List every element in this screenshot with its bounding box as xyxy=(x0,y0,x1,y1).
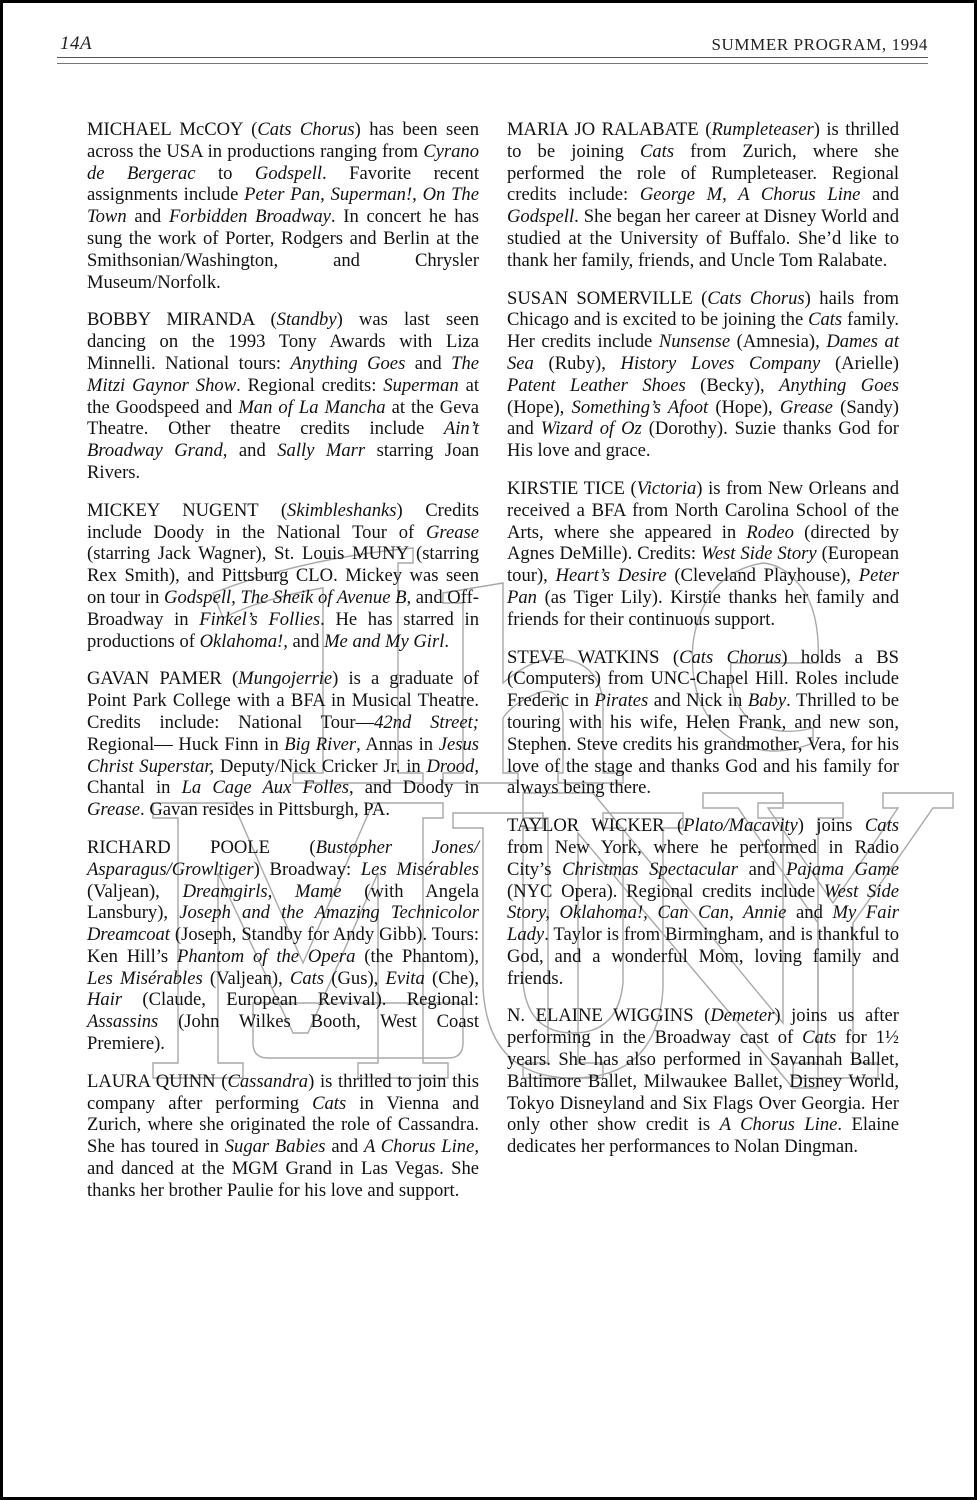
bio-text: ) holds a BS (Computers) from UNC-Chapel Hill. Roles include Frederic in xyxy=(507,646,899,712)
bio-text: and xyxy=(287,630,325,652)
bio-text: BOBBY MIRANDA ( xyxy=(87,309,277,331)
bio-italic-title: Cassandra xyxy=(227,1070,309,1092)
bio-italic-title: Patent Leather Shoes xyxy=(507,374,686,396)
bio-italic-title: Heart’s Desire xyxy=(555,565,667,587)
bio-italic-title: Jesus Christ Superstar, xyxy=(87,733,480,777)
bio-text: ) Credits include Doody in the National Tour of xyxy=(87,499,479,543)
bio-text: . Elaine dedicates her performances to Nolan Dingman. xyxy=(507,1114,899,1158)
bio-column-left xyxy=(87,119,479,1218)
bio-italic-title: Skimbleshanks xyxy=(287,499,397,521)
cast-bio xyxy=(87,119,479,293)
bio-text: SUSAN SOMERVILLE ( xyxy=(507,287,708,309)
bio-italic-title: Grease xyxy=(87,799,141,821)
bio-text: (starring Jack Wagner), St. Louis MUNY (starring Rex Smith), and Pittsburg CLO. Mickey was seen on tour in xyxy=(87,543,479,608)
cast-bio xyxy=(507,647,899,800)
bio-italic-title: Baby xyxy=(747,690,787,712)
bio-italic-title: Rodeo xyxy=(746,521,794,543)
bio-text: . Gavan resides in Pittsburgh, PA. xyxy=(140,799,391,821)
bio-text: and xyxy=(325,1136,364,1158)
bio-text: in Vienna and Zurich, where she originated the role of Cassandra. She has toured in xyxy=(87,1092,479,1158)
bio-text: family. Her credits include xyxy=(507,309,899,353)
bio-text: (Arielle) xyxy=(820,352,899,374)
bio-text: (Dorothy). Suzie thanks God for His love and grace. xyxy=(507,418,899,462)
bio-text: (NYC Opera). Regional credits include xyxy=(507,880,824,902)
bio-text: TAYLOR WICKER ( xyxy=(507,815,684,837)
bio-text: (directed by Agnes DeMille). Credits: xyxy=(507,521,899,565)
bio-italic-title: West Side Story, Oklahoma!, Can Can, Annie xyxy=(507,880,899,924)
cast-bio xyxy=(87,309,479,483)
cast-bio xyxy=(507,815,899,989)
cast-bio xyxy=(507,478,899,631)
bio-italic-title: George M, A Chorus Line xyxy=(639,184,861,206)
bio-italic-title: Something’s Afoot xyxy=(571,396,709,418)
bio-text: ) is thrilled to join this company after performing xyxy=(87,1070,479,1114)
bio-text: ) joins us after performing in the Broadway cast of xyxy=(507,1005,900,1049)
header-rule-top xyxy=(57,57,928,58)
bio-text: . In concert he has sung the work of Porter, Rodgers and Berlin at the Smithsonian/Washington, and Chrysler Museum/Norfolk. xyxy=(87,206,479,293)
bio-text: MICKEY NUGENT ( xyxy=(87,499,288,521)
bio-text: (Hope), xyxy=(708,396,780,418)
bio-italic-title: Cyrano de Bergerac xyxy=(87,140,479,184)
bio-text: . Favorite recent assignments include xyxy=(87,162,479,206)
bio-italic-title: Anything Goes xyxy=(290,352,406,374)
bio-text: MARIA JO RALABATE ( xyxy=(507,119,712,140)
bio-italic-title: West Side Story xyxy=(701,543,817,565)
bio-italic-title: Ain’t Broadway Grand xyxy=(87,418,479,462)
bio-text: , Chantal in xyxy=(87,755,479,799)
bio-text: (Amnesia), xyxy=(730,331,827,353)
bio-italic-title: Dreamgirls, Mame xyxy=(182,880,342,902)
bio-italic-title: Les Misérables xyxy=(360,858,479,880)
bio-text: (Cleveland Playhouse), xyxy=(666,565,859,587)
bio-text: , and xyxy=(222,440,278,462)
bio-text: ) has been seen across the USA in productions ranging from xyxy=(87,119,479,162)
bio-italic-title: Finkel’s Follies xyxy=(199,608,321,630)
bio-italic-title: A Chorus Line, xyxy=(363,1136,479,1158)
bio-text: ) hails from Chicago and is excited to be joining the xyxy=(507,287,900,331)
bio-italic-title: Cats Chorus xyxy=(257,119,355,140)
bio-text: GAVAN PAMER ( xyxy=(87,668,239,690)
bio-text: (Joseph, Standby for Andy Gibb). Tours: Ken Hill’s xyxy=(87,924,479,967)
page-number: 14A xyxy=(60,33,93,54)
bio-italic-title: Superman xyxy=(383,374,459,396)
bio-italic-title: Phantom of the Opera xyxy=(177,945,356,967)
bio-text: STEVE WATKINS ( xyxy=(507,646,680,668)
bio-italic-title: Plato/Macavity xyxy=(683,815,798,837)
bio-text: ) is thrilled to be joining xyxy=(507,119,899,162)
bio-italic-title: Grease xyxy=(425,521,479,543)
bio-italic-title: Mungojerrie xyxy=(238,668,333,690)
bio-italic-title: Peter Pan, Superman!, On The Town xyxy=(87,184,479,228)
bio-italic-title: Cats xyxy=(802,1027,837,1049)
bio-italic-title: Pajama Game xyxy=(786,858,899,880)
bio-column-right xyxy=(507,119,899,1174)
bio-italic-title: Me and My Girl xyxy=(324,630,445,652)
bio-italic-title: Forbidden Broadway xyxy=(168,206,331,228)
bio-text: and xyxy=(786,902,833,924)
bio-text: (Che), xyxy=(424,967,479,989)
bio-italic-title: Drood xyxy=(426,755,475,777)
bio-text: RICHARD POOLE ( xyxy=(87,836,316,858)
bio-italic-title: Cats Chorus xyxy=(707,287,805,309)
publication-title: SUMMER PROGRAM, 1994 xyxy=(711,35,928,54)
bio-text: (Valjean), xyxy=(202,967,290,989)
bio-italic-title: Peter Pan xyxy=(507,565,899,608)
bio-text: . Regional credits: xyxy=(236,374,384,396)
bio-text: . She began her career at Disney World and studied at the University of Buffalo. She’d like to thank her family, friends, and Uncle Tom Ralabate. xyxy=(507,206,899,271)
cast-bio xyxy=(87,668,479,821)
bio-text: (Gus), xyxy=(324,967,386,989)
bio-text: KIRSTIE TICE ( xyxy=(507,477,637,499)
bio-italic-title: Standby xyxy=(276,309,337,331)
bio-text: . Thrilled to be touring with his wife, Helen Frank, and new son, Stephen. Steve credits his grandmother, Vera, for his love of the stage and thanks God and his family for always being there. xyxy=(507,690,899,799)
bio-text: ) is a graduate of Point Park College with a BFA in Musical Theatre. Credits include: National Tour— xyxy=(87,668,480,733)
bio-text: at the Goodspeed and xyxy=(87,374,479,418)
bio-italic-title: Cats xyxy=(312,1092,347,1114)
bio-text: and Off-Broadway in xyxy=(87,586,479,630)
bio-text: (Valjean), xyxy=(87,880,183,902)
bio-italic-title: Les Misérables xyxy=(87,967,203,989)
bio-text: (Sandy) and xyxy=(507,396,900,440)
bio-italic-title: Cats Chorus xyxy=(679,646,782,668)
bio-text: (Ruby), xyxy=(533,352,621,374)
program-page xyxy=(3,3,974,1497)
bio-italic-title: Cats xyxy=(808,309,843,331)
bio-italic-title: Cats xyxy=(639,140,675,162)
bio-italic-title: La Cage Aux Folles, xyxy=(181,777,354,799)
bio-text: starring Joan Rivers. xyxy=(87,440,479,483)
cast-bio xyxy=(87,837,479,1055)
bio-text: Deputy/Nick Cricker Jr. in xyxy=(214,755,427,777)
bio-italic-title: Godspell xyxy=(507,206,575,228)
bio-italic-title: Grease xyxy=(779,396,833,418)
bio-text: to xyxy=(195,162,255,184)
bio-italic-title: Wizard of Oz xyxy=(540,418,642,440)
bio-italic-title: My Fair Lady xyxy=(507,902,899,946)
bio-italic-title: Victoria xyxy=(636,477,697,499)
bio-italic-title: Big River xyxy=(284,733,357,755)
bio-text: (the Phantom), xyxy=(355,945,479,967)
header-rule-bottom xyxy=(57,63,928,64)
bio-text: for 1½ years. She has also performed in Savannah Ballet, Baltimore Ballet, Milwaukee Ballet, Disney World, Tokyo Disneyland and Six Flags Over Georgia. Her only other show credit is xyxy=(507,1027,899,1136)
bio-text: ) was last seen dancing on the 1993 Tony Awards with Liza Minnelli. National tours: xyxy=(87,309,479,374)
bio-text: . He has starred in productions of xyxy=(87,608,480,652)
bio-italic-title: Cats xyxy=(864,815,899,837)
bio-italic-title: Pirates xyxy=(594,690,649,712)
bio-text: MICHAEL McCOY ( xyxy=(87,119,258,140)
bio-italic-title: Evita xyxy=(385,967,425,989)
bio-italic-title: Godspell xyxy=(254,162,323,184)
bio-italic-title: Christmas Spectacular xyxy=(562,858,738,880)
bio-italic-title: Hair xyxy=(87,989,123,1011)
bio-italic-title: Anything Goes xyxy=(779,374,899,396)
bio-text: ) Broadway: xyxy=(253,858,361,880)
bio-text: from New York, where he performed in Radio City’s xyxy=(507,836,899,880)
bio-text: from Zurich, where she performed the role of Rumpleteaser. Regional credits include: xyxy=(507,140,899,206)
bio-italic-title: Assassins xyxy=(87,1011,159,1033)
bio-italic-title: The Mitzi Gaynor Show xyxy=(87,352,479,396)
bio-text: (with Angela Lansbury), xyxy=(87,880,480,924)
bio-text: (John Wilkes Booth, West Coast Premiere). xyxy=(87,1011,479,1055)
cast-bio xyxy=(507,119,899,272)
bio-italic-title: Demeter xyxy=(710,1005,775,1027)
bio-italic-title: Godspell, The Sheik of Avenue B, xyxy=(164,586,412,608)
cast-bio xyxy=(507,1005,899,1158)
bio-text: (Claude, European Revival). Regional: xyxy=(122,989,479,1011)
bio-text: and danced at the MGM Grand in Las Vegas. She thanks her brother Paulie for his love and support. xyxy=(87,1158,479,1201)
bio-text: and Doody in xyxy=(353,777,479,799)
bio-italic-title: Joseph and the Amazing Technicolor Dreamcoat xyxy=(87,902,479,946)
bio-text: and xyxy=(126,206,169,228)
bio-italic-title: Nunsense xyxy=(658,331,731,353)
bio-italic-title: Cats xyxy=(289,967,325,989)
cast-bio xyxy=(87,500,479,653)
bio-italic-title: Sugar Babies xyxy=(224,1136,326,1158)
bio-text: and xyxy=(405,352,452,374)
bio-text: N. ELAINE WIGGINS ( xyxy=(507,1005,711,1027)
bio-text: (Hope), xyxy=(507,396,572,418)
bio-italic-title: Sally Marr xyxy=(277,440,366,462)
bio-text: . xyxy=(444,630,450,652)
bio-italic-title: Bustopher Jones/ Asparagus/Growltiger xyxy=(87,836,479,880)
bio-text: (Becky), xyxy=(685,374,780,396)
bio-text: ) is from New Orleans and received a BFA from North Carolina School of the Arts, where she appeared in xyxy=(507,477,899,543)
bio-text: , Annas in xyxy=(356,733,439,755)
cast-bio xyxy=(87,1071,479,1202)
bio-italic-title: History Loves Company xyxy=(620,352,821,374)
bio-text: and xyxy=(860,184,899,206)
bio-italic-title: 42nd Street; xyxy=(374,711,479,733)
bio-text: and xyxy=(737,858,787,880)
cast-bio xyxy=(507,288,899,462)
bio-text: (as Tiger Lily). Kirstie thanks her family and friends for their continuous support. xyxy=(507,586,899,630)
bio-text: (European tour), xyxy=(507,543,900,587)
bio-italic-title: Rumpleteaser xyxy=(711,119,814,140)
bio-italic-title: Man of La Mancha xyxy=(238,396,386,418)
bio-text: and Nick in xyxy=(648,690,748,712)
bio-italic-title: A Chorus Line xyxy=(719,1114,838,1136)
bio-italic-title: Dames at Sea xyxy=(507,331,899,374)
bio-text: ) joins xyxy=(797,815,865,837)
bio-text: . Taylor is from Birmingham, and is thankful to God, and a wonderful Mom, loving family and friends. xyxy=(507,924,899,989)
bio-text: LAURA QUINN ( xyxy=(87,1070,228,1092)
bio-text: at the Geva Theatre. Other theatre credits include xyxy=(87,396,479,440)
bio-italic-title: Oklahoma!, xyxy=(199,630,288,652)
bio-text: Regional— Huck Finn in xyxy=(87,733,285,755)
